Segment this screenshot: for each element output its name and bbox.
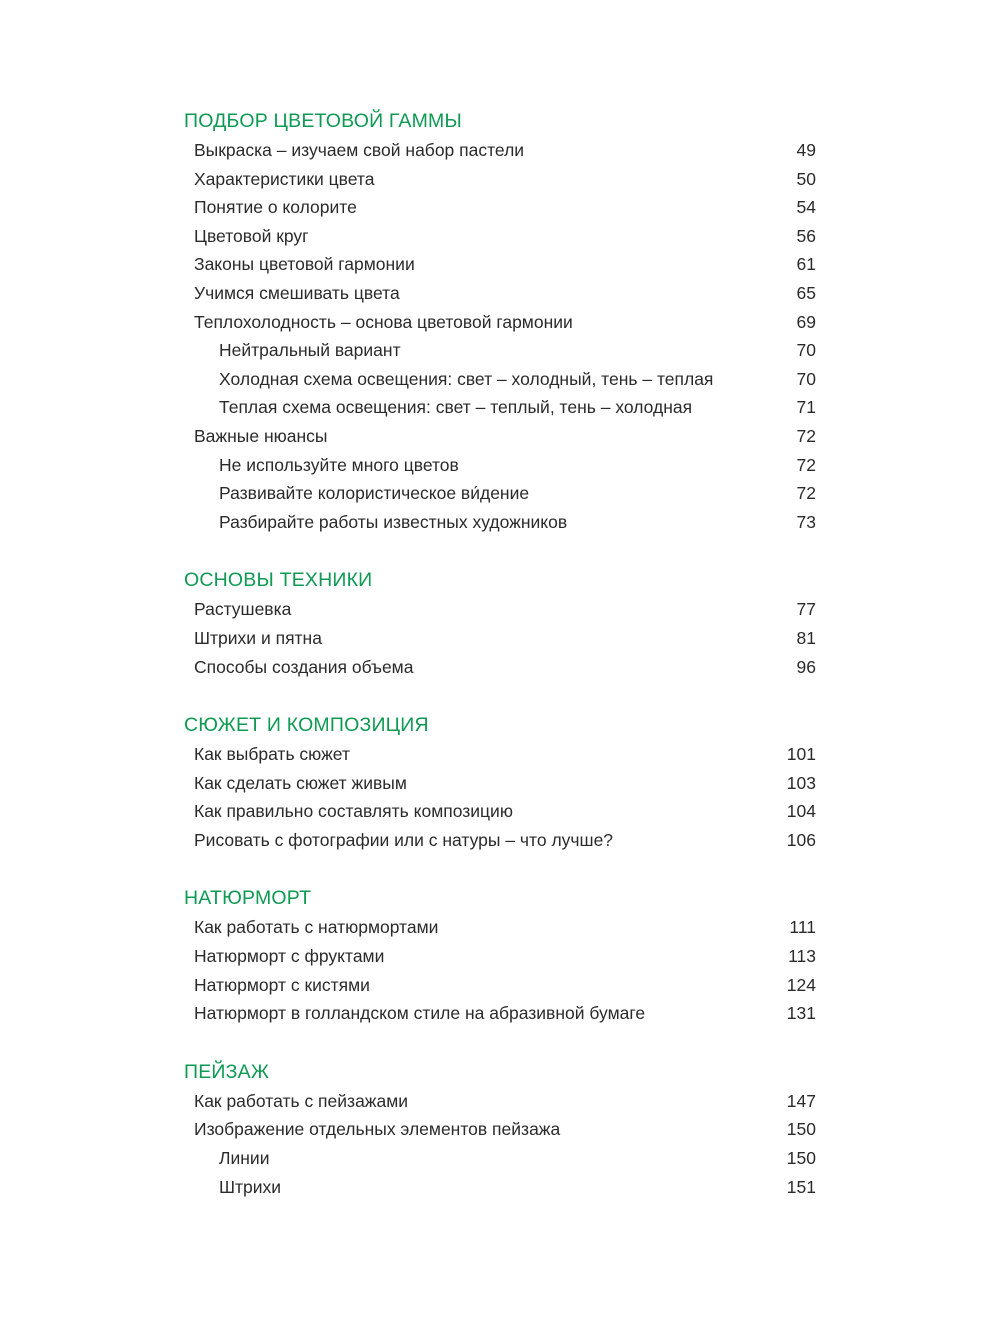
entry-page-number: 131 — [786, 1003, 816, 1024]
entry-page-number: 106 — [786, 829, 816, 850]
entry-text: Натюрморт в голландском стиле на абразивной бумаге — [194, 1003, 646, 1024]
toc-entry[interactable] — [184, 942, 816, 971]
entry-text: Как работать с натюрмортами — [194, 917, 439, 938]
entry-page-number: 77 — [796, 599, 816, 620]
section-title: СЮЖЕТ И КОМПОЗИЦИЯ — [184, 714, 429, 737]
entry-text: Не используйте много цветов — [219, 454, 459, 475]
toc-subentry[interactable] — [184, 451, 816, 480]
entry-page-number: 54 — [796, 197, 816, 218]
entry-text: Теплохолодность – основа цветовой гармонии — [194, 311, 573, 332]
entry-text: Линии — [219, 1148, 270, 1169]
toc-entry[interactable] — [184, 769, 816, 798]
toc-subentry[interactable] — [184, 479, 816, 508]
entry-page-number: 69 — [796, 311, 816, 332]
entry-text: Способы создания объема — [194, 656, 414, 677]
toc-subentry[interactable] — [184, 365, 816, 394]
entry-page-number: 101 — [786, 744, 816, 765]
entry-text: Понятие о колорите — [194, 197, 357, 218]
entry-text: Холодная схема освещения: свет – холодный, тень – теплая — [219, 368, 714, 389]
entry-page-number: 150 — [786, 1119, 816, 1140]
section-spacer — [184, 1028, 816, 1057]
entry-page-number: 65 — [796, 282, 816, 303]
entry-list — [184, 136, 816, 536]
entry-text: Цветовой круг — [194, 225, 309, 246]
section-spacer — [184, 536, 816, 565]
entry-page-number: 104 — [786, 801, 816, 822]
section-title: НАТЮРМОРТ — [184, 887, 312, 910]
entry-page-number: 49 — [796, 140, 816, 160]
toc-entry[interactable] — [184, 971, 816, 1000]
toc-subentry[interactable] — [184, 336, 816, 365]
toc-subentry[interactable] — [184, 1144, 816, 1173]
entry-text: Как выбрать сюжет — [194, 744, 350, 765]
entry-text: Выкраска – изучаем свой набор пастели — [194, 140, 525, 160]
entry-text: Рисовать с фотографии или с натуры – что лучше? — [194, 829, 614, 850]
entry-list — [184, 740, 816, 854]
section-title: ПЕЙЗАЖ — [184, 1060, 270, 1083]
toc-entry[interactable] — [184, 653, 816, 682]
entry-page-number: 147 — [786, 1090, 816, 1111]
entry-text: Характеристики цвета — [194, 168, 375, 189]
toc-section-landscape — [184, 1057, 816, 1201]
entry-list — [184, 595, 816, 681]
toc-entry[interactable] — [184, 826, 816, 855]
toc-entry[interactable] — [184, 193, 816, 222]
entry-text: Теплая схема освещения: свет – теплый, тень – холодная — [219, 397, 693, 418]
entry-text: Как правильно составлять композицию — [194, 801, 513, 822]
toc-entry[interactable] — [184, 279, 816, 308]
entry-page-number: 150 — [786, 1148, 816, 1169]
toc-entry[interactable] — [184, 222, 816, 251]
entry-page-number: 70 — [796, 340, 816, 361]
entry-page-number: 71 — [796, 397, 816, 418]
entry-text: Развивайте колористическое ви́дение — [219, 483, 530, 504]
toc-subentry[interactable] — [184, 508, 816, 537]
entry-text: Учимся смешивать цвета — [194, 282, 400, 303]
entry-text: Натюрморт с фруктами — [194, 946, 385, 967]
toc-entry[interactable] — [184, 308, 816, 337]
toc-section-still-life — [184, 883, 816, 1027]
entry-page-number: 103 — [786, 772, 816, 793]
section-title: ОСНОВЫ ТЕХНИКИ — [184, 569, 373, 592]
entry-text: Важные нюансы — [194, 425, 328, 446]
entry-text: Штрихи и пятна — [194, 627, 322, 648]
toc-entry[interactable] — [184, 1087, 816, 1116]
toc-entry[interactable] — [184, 624, 816, 653]
table-of-contents — [184, 106, 816, 1201]
toc-entry[interactable] — [184, 1115, 816, 1144]
entry-page-number: 113 — [788, 946, 816, 967]
toc-entry[interactable] — [184, 913, 816, 942]
entry-text: Натюрморт с кистями — [194, 974, 370, 995]
section-title: ПОДБОР ЦВЕТОВОЙ ГАММЫ — [184, 110, 462, 132]
entry-page-number: 96 — [796, 656, 816, 677]
entry-text: Изображение отдельных элементов пейзажа — [194, 1119, 561, 1140]
toc-entry[interactable] — [184, 250, 816, 279]
section-spacer — [184, 854, 816, 883]
section-spacer — [184, 681, 816, 710]
entry-page-number: 72 — [796, 454, 816, 475]
entry-text: Растушевка — [194, 599, 292, 620]
entry-text: Как сделать сюжет живым — [194, 772, 407, 793]
entry-page-number: 72 — [796, 425, 816, 446]
toc-subentry[interactable] — [184, 393, 816, 422]
entry-page-number: 50 — [796, 168, 816, 189]
entry-page-number: 61 — [796, 254, 816, 275]
entry-page-number: 124 — [786, 974, 816, 995]
entry-list — [184, 1087, 816, 1201]
toc-section-technique — [184, 565, 816, 681]
entry-page-number: 151 — [786, 1176, 816, 1197]
toc-entry[interactable] — [184, 999, 816, 1028]
entry-page-number: 72 — [796, 483, 816, 504]
toc-entry[interactable] — [184, 740, 816, 769]
toc-section-color-palette — [184, 106, 816, 536]
toc-entry[interactable] — [184, 595, 816, 624]
entry-page-number: 111 — [789, 917, 816, 938]
entry-text: Как работать с пейзажами — [194, 1090, 409, 1111]
entry-list — [184, 913, 816, 1027]
entry-page-number: 56 — [796, 225, 816, 246]
entry-page-number: 73 — [796, 511, 816, 532]
toc-subentry[interactable] — [184, 1173, 816, 1202]
entry-text: Разбирайте работы известных художников — [219, 511, 568, 532]
entry-text: Законы цветовой гармонии — [194, 254, 415, 275]
toc-entry[interactable] — [184, 422, 816, 451]
entry-text: Штрихи — [219, 1176, 282, 1197]
entry-page-number: 81 — [796, 627, 816, 648]
toc-entry[interactable] — [184, 136, 816, 165]
toc-entry[interactable] — [184, 165, 816, 194]
entry-text: Нейтральный вариант — [219, 340, 401, 361]
toc-entry[interactable] — [184, 797, 816, 826]
toc-section-composition — [184, 710, 816, 854]
entry-page-number: 70 — [796, 368, 816, 389]
